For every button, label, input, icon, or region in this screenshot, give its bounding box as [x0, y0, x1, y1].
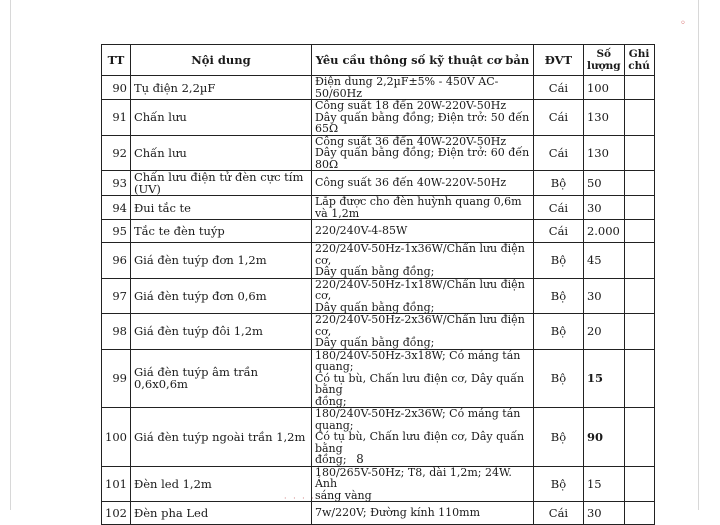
- cell-content: Giá đèn tuýp đơn 0,6m: [130, 278, 311, 314]
- cell-note: [624, 220, 654, 243]
- cell-note: [624, 278, 654, 314]
- bottom-ink-marks: · · · · ·: [284, 494, 325, 503]
- cell-content: Giá đèn tuýp âm trần 0,6x0,6m: [130, 349, 311, 408]
- left-page-edge: [10, 0, 11, 510]
- cell-unit: Bộ: [533, 408, 583, 467]
- corner-ink-mark: ◦: [680, 18, 686, 29]
- cell-spec: Công suất 36 đến 40W-220V-50Hz: [311, 171, 533, 196]
- cell-content: Chấn lưu: [130, 135, 311, 171]
- cell-spec: Công suất 18 đến 20W-220V-50Hz Dây quấn bằng đồng; Điện trở: 50 đến 65Ω: [311, 100, 533, 136]
- cell-unit: Bộ: [533, 314, 583, 350]
- cell-content: Giá đèn tuýp đôi 1,2m: [130, 314, 311, 350]
- cell-quantity: 50: [583, 171, 624, 196]
- table-row: [102, 196, 655, 220]
- cell-tt: 100: [102, 408, 131, 467]
- cell-content: Giá đèn tuýp ngoài trần 1,2m: [130, 408, 311, 467]
- header-tt: TT: [102, 45, 131, 76]
- cell-spec: Lắp được cho đèn huỳnh quang 0,6m và 1,2m: [311, 196, 533, 220]
- table-row: [102, 314, 655, 350]
- cell-quantity: 2.000: [583, 220, 624, 243]
- cell-note: [624, 196, 654, 220]
- table-row: [102, 278, 655, 314]
- header-quantity: Số lượng: [583, 45, 624, 76]
- cell-quantity: 15: [583, 466, 624, 502]
- cell-quantity: 30: [583, 278, 624, 314]
- cell-tt: 99: [102, 349, 131, 408]
- cell-spec: Điện dung 2,2µF±5% - 450V AC-50/60Hz: [311, 76, 533, 100]
- cell-content: Chấn lưu điện tử đèn cực tím (UV): [130, 171, 311, 196]
- cell-unit: Cái: [533, 100, 583, 136]
- table-row: [102, 220, 655, 243]
- cell-tt: 102: [102, 502, 131, 525]
- table-row: [102, 135, 655, 171]
- table-row: [102, 466, 655, 502]
- page-number: 8: [356, 452, 364, 466]
- cell-unit: Bộ: [533, 171, 583, 196]
- table-row: [102, 171, 655, 196]
- cell-spec: 220/240V-50Hz-2x36W/Chấn lưu điện cơ, Dây quấn bằng đồng;: [311, 314, 533, 350]
- cell-unit: Cái: [533, 76, 583, 100]
- cell-spec: 220/240V-50Hz-1x18W/Chấn lưu điện cơ, Dây quấn bằng đồng;: [311, 278, 533, 314]
- cell-tt: 94: [102, 196, 131, 220]
- header-content: Nội dung: [130, 45, 311, 76]
- cell-quantity: 15: [583, 349, 624, 408]
- table-row: [102, 243, 655, 279]
- cell-note: [624, 76, 654, 100]
- cell-content: Đèn pha Led: [130, 502, 311, 525]
- cell-content: Tắc te đèn tuýp: [130, 220, 311, 243]
- cell-quantity: 90: [583, 408, 624, 467]
- cell-unit: Bộ: [533, 243, 583, 279]
- spec-table-header: [102, 45, 655, 76]
- cell-note: [624, 135, 654, 171]
- cell-note: [624, 171, 654, 196]
- cell-spec: 180/240V-50Hz-2x36W; Có máng tán quang; Có tụ bù, Chấn lưu điện cơ, Dây quấn bằng đồng;: [311, 408, 533, 467]
- cell-spec: 7w/220V; Đường kính 110mm: [311, 502, 533, 525]
- header-spec: Yêu cầu thông số kỹ thuật cơ bản: [311, 45, 533, 76]
- cell-spec: 180/265V-50Hz; T8, dài 1,2m; 24W. Ánh sáng vàng: [311, 466, 533, 502]
- cell-tt: 95: [102, 220, 131, 243]
- cell-tt: 101: [102, 466, 131, 502]
- table-row: [102, 502, 655, 525]
- header-note: Ghi chú: [624, 45, 654, 76]
- cell-unit: Cái: [533, 502, 583, 525]
- cell-unit: Cái: [533, 196, 583, 220]
- cell-spec: 180/240V-50Hz-3x18W; Có máng tán quang; Có tụ bù, Chấn lưu điện cơ, Dây quấn bằng đồng;: [311, 349, 533, 408]
- cell-note: [624, 100, 654, 136]
- cell-tt: 90: [102, 76, 131, 100]
- cell-content: Đèn led 1,2m: [130, 466, 311, 502]
- cell-quantity: 30: [583, 502, 624, 525]
- cell-quantity: 30: [583, 196, 624, 220]
- cell-spec: 220/240V-4-85W: [311, 220, 533, 243]
- cell-unit: Cái: [533, 135, 583, 171]
- table-row: [102, 100, 655, 136]
- cell-note: [624, 349, 654, 408]
- cell-tt: 96: [102, 243, 131, 279]
- table-row: [102, 349, 655, 408]
- cell-note: [624, 243, 654, 279]
- cell-tt: 92: [102, 135, 131, 171]
- cell-note: [624, 466, 654, 502]
- cell-note: [624, 502, 654, 525]
- cell-content: Chấn lưu: [130, 100, 311, 136]
- right-page-edge: [698, 0, 699, 510]
- cell-tt: 93: [102, 171, 131, 196]
- cell-content: Giá đèn tuýp đơn 1,2m: [130, 243, 311, 279]
- cell-note: [624, 314, 654, 350]
- cell-unit: Bộ: [533, 349, 583, 408]
- cell-unit: Cái: [533, 220, 583, 243]
- cell-spec: Công suất 36 đến 40W-220V-50Hz Dây quấn bằng đồng; Điện trở: 60 đến 80Ω: [311, 135, 533, 171]
- cell-tt: 91: [102, 100, 131, 136]
- header-unit: ĐVT: [533, 45, 583, 76]
- cell-quantity: 130: [583, 135, 624, 171]
- cell-tt: 97: [102, 278, 131, 314]
- cell-unit: Bộ: [533, 278, 583, 314]
- cell-tt: 98: [102, 314, 131, 350]
- cell-unit: Bộ: [533, 466, 583, 502]
- cell-quantity: 45: [583, 243, 624, 279]
- cell-quantity: 130: [583, 100, 624, 136]
- table-row: [102, 76, 655, 100]
- cell-quantity: 100: [583, 76, 624, 100]
- cell-spec: 220/240V-50Hz-1x36W/Chấn lưu điện cơ, Dây quấn bằng đồng;: [311, 243, 533, 279]
- cell-content: Đui tắc te: [130, 196, 311, 220]
- cell-quantity: 20: [583, 314, 624, 350]
- cell-content: Tụ điện 2,2µF: [130, 76, 311, 100]
